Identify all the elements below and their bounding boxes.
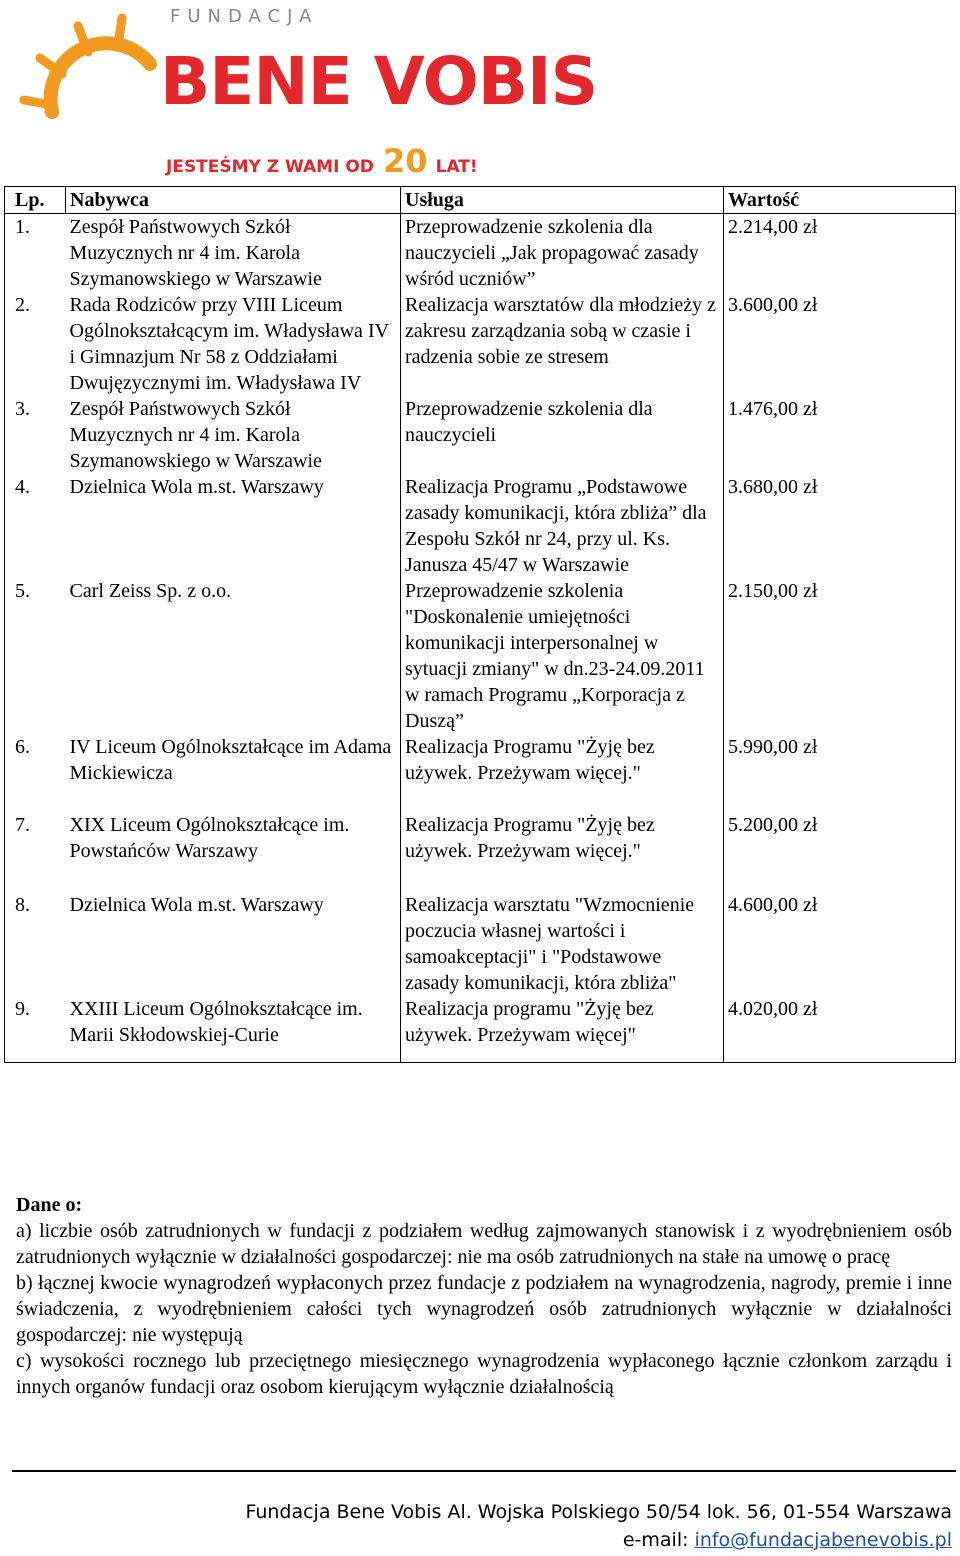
cell-usluga: Przeprowadzenie szkolenia dla nauczycieli [401, 396, 724, 474]
table-row [5, 396, 956, 474]
cell-usluga: Realizacja Programu "Żyję bez używek. Przeżywam więcej." [401, 812, 724, 892]
cell-usluga: Realizacja Programu "Żyję bez używek. Przeżywam więcej." [401, 734, 724, 812]
note-a: a) liczbie osób zatrudnionych w fundacji z podziałem według zajmowanych stanowisk i z wyodrębnieniem osób zatrudnionych wyłącznie w działalności gospodarczej: nie ma osób zatrudnionych na stałe na umowę o pracę [16, 1220, 952, 1268]
cell-lp: 2. [5, 292, 66, 396]
footer-divider [12, 1470, 956, 1472]
cell-nabywca: Carl Zeiss Sp. z o.o. [66, 578, 401, 734]
table-row [5, 214, 956, 293]
table-row [5, 734, 956, 812]
table-row [5, 892, 956, 996]
cell-nabywca: XXIII Liceum Ogólnokształcące im. Marii Skłodowskiej-Curie [66, 996, 401, 1062]
cell-lp: 5. [5, 578, 66, 734]
cell-wartosc: 4.020,00 zł [724, 996, 956, 1062]
col-header-nabywca: Nabywca [66, 187, 401, 214]
cell-wartosc: 2.214,00 zł [724, 214, 956, 293]
col-header-lp: Lp. [5, 187, 66, 214]
services-table [4, 186, 956, 1063]
table-row [5, 996, 956, 1062]
org-small-label: FUNDACJA [170, 6, 319, 27]
note-b: b) łącznej kwocie wynagrodzeń wypłaconych przez fundacje z podziałem na wynagrodzenia, nagrody, premie i inne świadczenia, z wyodrębnieniem całości tych wynagrodzeń osób zatrudnionych wyłącznie w działalności gospodarczej: nie występują [16, 1272, 952, 1346]
col-header-wartosc: Wartość [724, 187, 956, 214]
table-row [5, 292, 956, 396]
cell-lp: 1. [5, 214, 66, 293]
cell-lp: 7. [5, 812, 66, 892]
cell-usluga: Przeprowadzenie szkolenia dla nauczycieli „Jak propagować zasady wśród uczniów” [401, 214, 724, 293]
cell-wartosc: 4.600,00 zł [724, 892, 956, 996]
cell-nabywca: Zespół Państwowych Szkół Muzycznych nr 4 im. Karola Szymanowskiego w Warszawie [66, 214, 401, 293]
cell-lp: 6. [5, 734, 66, 812]
cell-nabywca: IV Liceum Ogólnokształcące im Adama Mickiewicza [66, 734, 401, 812]
cell-usluga: Realizacja warsztatu "Wzmocnienie poczucia własnej wartości i samoakceptacji" i "Podstawowe zasady komunikacji, która zbliża" [401, 892, 724, 996]
tagline [165, 142, 478, 180]
table-row [5, 474, 956, 578]
cell-nabywca: Rada Rodziców przy VIII Liceum Ogólnokształcącym im. Władysława IV i Gimnazjum Nr 58 z Oddziałami Dwujęzycznymi im. Władysława IV [66, 292, 401, 396]
footer [245, 1498, 952, 1554]
cell-lp: 3. [5, 396, 66, 474]
footer-email-link[interactable]: info@fundacjabenevobis.pl [694, 1529, 952, 1551]
notes-section [16, 1192, 952, 1400]
cell-usluga: Realizacja warsztatów dla młodzieży z zakresu zarządzania sobą w czasie i radzenia sobie ze stresem [401, 292, 724, 396]
cell-wartosc: 5.200,00 zł [724, 812, 956, 892]
cell-nabywca: XIX Liceum Ogólnokształcące im. Powstańców Warszawy [66, 812, 401, 892]
footer-email-line [245, 1526, 952, 1554]
cell-usluga: Przeprowadzenie szkolenia "Doskonalenie umiejętności komunikacji interpersonalnej w sytuacji zmiany" w dn.23-24.09.2011 w ramach Programu „Korporacja z Duszą” [401, 578, 724, 734]
cell-lp: 8. [5, 892, 66, 996]
cell-wartosc: 5.990,00 zł [724, 734, 956, 812]
tagline-prefix: JESTEŚMY Z WAMI OD [166, 157, 374, 177]
table-row [5, 578, 956, 734]
bene-vobis-logo [0, 0, 598, 180]
cell-nabywca: Zespół Państwowych Szkół Muzycznych nr 4 im. Karola Szymanowskiego w Warszawie [66, 396, 401, 474]
note-c: c) wysokości rocznego lub przeciętnego miesięcznego wynagrodzenia wypłaconego łącznie członkom zarządu i innych organów fundacji oraz osobom kierującym wyłącznie działalnością [16, 1350, 952, 1398]
table-row [5, 812, 956, 892]
tagline-suffix: LAT! [435, 157, 478, 177]
cell-lp: 4. [5, 474, 66, 578]
footer-address: Fundacja Bene Vobis Al. Wojska Polskiego 50/54 lok. 56, 01-554 Warszawa [245, 1501, 952, 1523]
cell-usluga: Realizacja programu "Żyję bez używek. Przeżywam więcej" [401, 996, 724, 1062]
cell-wartosc: 3.600,00 zł [724, 292, 956, 396]
cell-nabywca: Dzielnica Wola m.st. Warszawy [66, 474, 401, 578]
cell-usluga: Realizacja Programu „Podstawowe zasady komunikacji, która zbliża” dla Zespołu Szkół nr 24, przy ul. Ks. Janusza 45/47 w Warszawie [401, 474, 724, 578]
col-header-usluga: Usługa [401, 187, 724, 214]
org-name: BENE VOBIS [160, 43, 598, 120]
cell-nabywca: Dzielnica Wola m.st. Warszawy [66, 892, 401, 996]
sun-icon [24, 18, 150, 112]
tagline-number: 20 [383, 142, 428, 180]
cell-wartosc: 2.150,00 zł [724, 578, 956, 734]
cell-wartosc: 1.476,00 zł [724, 396, 956, 474]
cell-lp: 9. [5, 996, 66, 1062]
cell-wartosc: 3.680,00 zł [724, 474, 956, 578]
footer-email-label: e-mail: [622, 1529, 695, 1551]
table-header-row [5, 187, 956, 214]
notes-heading: Dane o: [16, 1194, 83, 1216]
